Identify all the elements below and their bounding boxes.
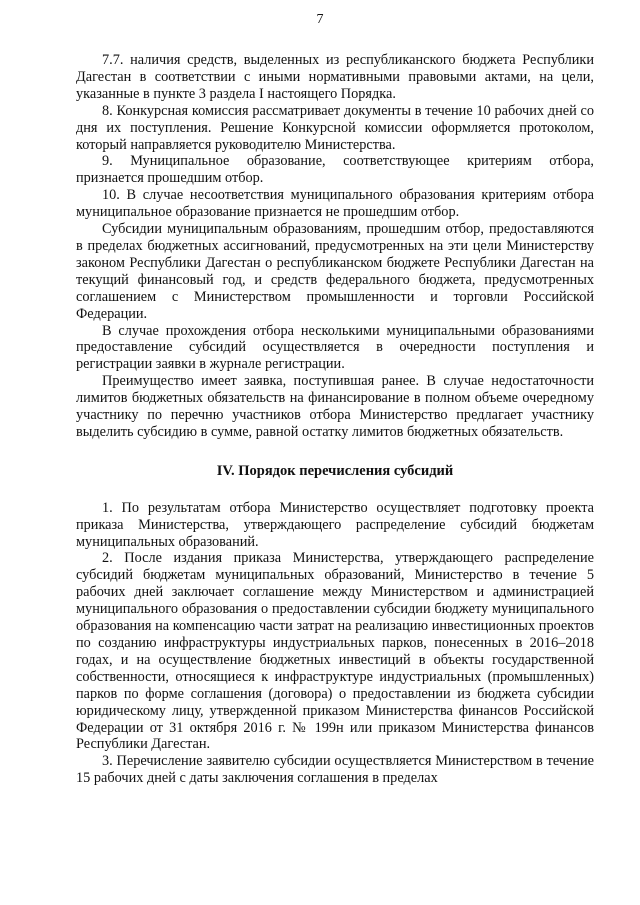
paragraph-priority: Преимущество имеет заявка, поступившая ранее. В случае недостаточности лимитов бюджетных обязательств на финансирование в полном объеме очередному участнику по перечню участников отбора Министерство предлагает участнику выделить субсидию в сумме, равной остатку лимитов бюджетных обязательств. bbox=[76, 373, 594, 440]
paragraph-10: 10. В случае несоответствия муниципального образования критериям отбора муниципальное образование признается не прошедшим отбор. bbox=[76, 187, 594, 221]
paragraph-subsidies: Субсидии муниципальным образованиям, прошедшим отбор, предоставляются в пределах бюджетных ассигнований, предусмотренных на эти цели Министерству законом Республики Дагестан о республиканском бюджете Республики Дагестан на текущий финансовый год, и средств федерального бюджета, предусмотренных соглашением с Министерством промышленности и торговли Российской Федерации. bbox=[76, 221, 594, 322]
paragraph-iv-1: 1. По результатам отбора Министерство осуществляет подготовку проекта приказа Министерства, утверждающего распределение субсидий бюджетам муниципальных образований. bbox=[76, 499, 594, 550]
paragraph-9: 9. Муниципальное образование, соответствующее критериям отбора, признается прошедшим отбор. bbox=[76, 153, 594, 187]
paragraph-multiple-selection: В случае прохождения отбора несколькими муниципальными образованиями предоставление субсидий осуществляется в очередности поступления и регистрации заявки в журнале регистрации. bbox=[76, 322, 594, 373]
paragraph-8: 8. Конкурсная комиссия рассматривает документы в течение 10 рабочих дней со дня их поступления. Решение Конкурсной комиссии оформляется протоколом, который направляется руководителю Министерства. bbox=[76, 102, 594, 153]
document-body bbox=[76, 52, 594, 787]
paragraph-iv-3: 3. Перечисление заявителю субсидии осуществляется Министерством в течение 15 рабочих дней с даты заключения соглашения в пределах bbox=[76, 753, 594, 787]
paragraph-7-7: 7.7. наличия средств, выделенных из республиканского бюджета Республики Дагестан в соответствии с иными нормативными правовыми актами, на цели, указанные в пункте 3 раздела I настоящего Порядка. bbox=[76, 52, 594, 102]
section-heading: IV. Порядок перечисления субсидий bbox=[216, 462, 454, 479]
page-number: 7 bbox=[316, 12, 324, 27]
paragraph-iv-2: 2. После издания приказа Министерства, утверждающего распределение субсидий бюджетам муниципальных образований, Министерство в течение 5 рабочих дней заключает соглашение между Министерством и администрацией муниципального образования о предоставлении субсидии бюджету муниципального образования на компенсацию части затрат на реализацию инвестиционных проектов по созданию инфраструктуры индустриальных парков, понесенных в 2016–2018 годах, и на осуществление бюджетных инвестиций в объекты государственной собственности, относящиеся к инфраструктуре индустриальных (промышленных) парков по форме соглашения (договора) о предоставлении из бюджета субсидии юридическому лицу, утвержденной приказом Министерства финансов Российской Федерации от 31 октября 2016 г. № 199н или приказом Министерства финансов Республики Дагестан. bbox=[76, 550, 594, 753]
